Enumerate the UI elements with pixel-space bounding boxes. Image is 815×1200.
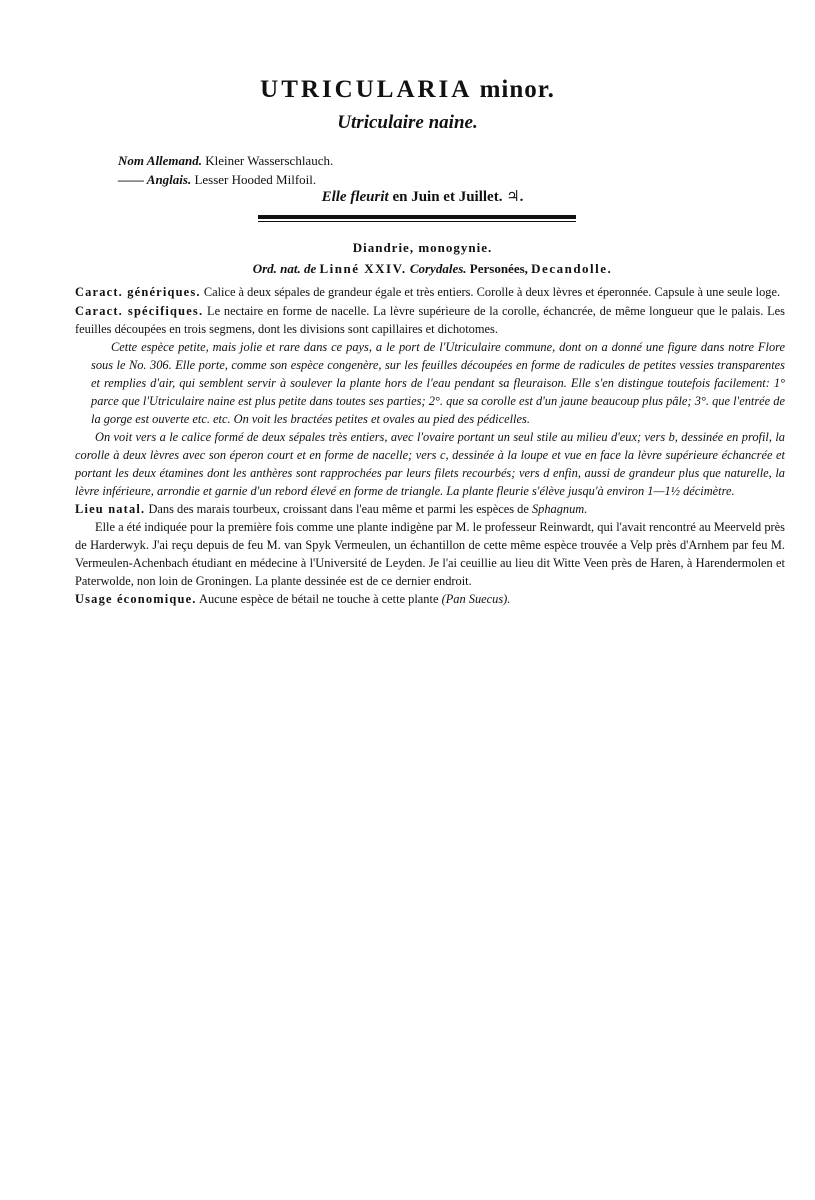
german-name-label: Nom Allemand. — [118, 153, 203, 168]
natural-order — [0, 261, 815, 277]
english-name-value: Lesser Hooded Milfoil. — [194, 172, 317, 187]
order-linne: Linné XXIV. — [319, 261, 407, 276]
order-prefix: Ord. nat. de — [252, 261, 317, 276]
native-habitat-genus: Sphagnum. — [531, 502, 588, 516]
title-species: minor. — [479, 76, 555, 103]
specific-characters — [75, 302, 785, 338]
native-habitat-text: Dans des marais tourbeux, croissant dans l'eau même et parmi les espèces de — [148, 502, 529, 516]
economic-use-reference: (Pan Suecus). — [441, 592, 511, 606]
economic-use-heading: Usage économique. — [75, 592, 197, 606]
flowering-label: Elle fleurit — [321, 189, 389, 205]
order-personees: Personées, — [469, 261, 528, 276]
specific-characters-text: Le nectaire en forme de nacelle. La lèvre supérieure de la corolle, échancrée, de même longueur que le palais. Les feuilles découpées en trois segmens, dont les divisions sont capillaires et dichotomes. — [75, 304, 785, 336]
english-name-label: —— Anglais. — [118, 172, 192, 187]
page-subtitle: Utriculaire naine. — [337, 112, 478, 133]
order-decandolle: Decandolle. — [531, 261, 613, 276]
description-paragraph: Cette espèce petite, mais jolie et rare dans ce pays, a le port de l'Utriculaire commune, dont on a donné une figure dans notre Flore sous le No. 306. Elle porte, comme son espèce congenère, sur les feuilles découpées en forme de radicules de petites vessies transparentes et remplies d'air, qui semblent servir à soulever la plante hors de l'eau pendant sa fleuraison. Elle s'en distingue toutefois facilement: 1° parce que l'Utriculaire naine est plus petite dans toutes ses parties; 2°. que sa corolle est d'un jaune beaucoup plus pâle; 3°. que l'entrée de la gorge est ouverte etc. etc. On voit les bractées petites et ovales au pied des pédicelles. — [91, 340, 785, 426]
generic-characters-text: Calice à deux sépales de grandeur égale et très entiers. Corolle à deux lèvres et éperonnée. Capsule à une seule loge. — [203, 285, 781, 299]
specific-characters-heading: Caract. spécifiques. — [75, 304, 204, 318]
generic-characters — [75, 283, 785, 301]
generic-characters-heading: Caract. génériques. — [75, 285, 201, 299]
title-genus: UTRICULARIA — [260, 76, 473, 103]
economic-use — [75, 590, 785, 608]
flowering-months: en Juin et Juillet. ♃. — [392, 189, 524, 205]
linnaean-class: Diandrie, monogynie. — [352, 240, 493, 255]
locality-paragraph: Elle a été indiquée pour la première fois comme une plante indigène par M. le professeur Reinwardt, qui l'avait rencontré au Meerveld près de Harderwyk. J'ai reçu depuis de feu M. van Spyk Vermeulen, un échantillon de cette même espèce trouvée a Velp près d'Arnhem par feu M. Vermeulen-Achenbach étudiant en médecine à l'Université de Leyden. Je l'ai ceuillie au lieu dit Witte Veen près de Haren, à Harendermolen et Paterwolde, non loin de Groningen. La plante dessinée est de ce dernier endroit. — [75, 520, 785, 588]
figure-description-paragraph: On voit vers a le calice formé de deux sépales très entiers, avec l'ovaire portant un seul stile au milieu d'eux; vers b, dessinée en profil, la corolle à deux lèvres avec son éperon court et en forme de nacelle; vers c, dessinée à la loupe et vue en face la lèvre supérieure échancrée et portant les deux étamines dont les anthères sont rapprochées par leurs filets recourbés; vers d enfin, aussi de grandeur plus que naturelle, la lèvre inférieure, arrondie et garnie d'un rebord élevé en forme de triangle. La plante fleurie s'élève jusqu'à environ 1—1½ décimètre. — [75, 430, 785, 498]
native-habitat — [75, 500, 785, 518]
document-body — [75, 283, 785, 608]
german-name-row — [118, 151, 333, 170]
header-divider — [258, 215, 576, 222]
economic-use-text: Aucune espèce de bétail ne touche à cette plante — [199, 592, 439, 606]
native-habitat-heading: Lieu natal. — [75, 502, 146, 516]
page-title — [0, 76, 815, 104]
flowering-period — [0, 187, 815, 206]
order-corydales: Corydales. — [409, 261, 467, 276]
german-name-value: Kleiner Wasserschlauch. — [205, 153, 334, 168]
common-names — [118, 151, 333, 189]
